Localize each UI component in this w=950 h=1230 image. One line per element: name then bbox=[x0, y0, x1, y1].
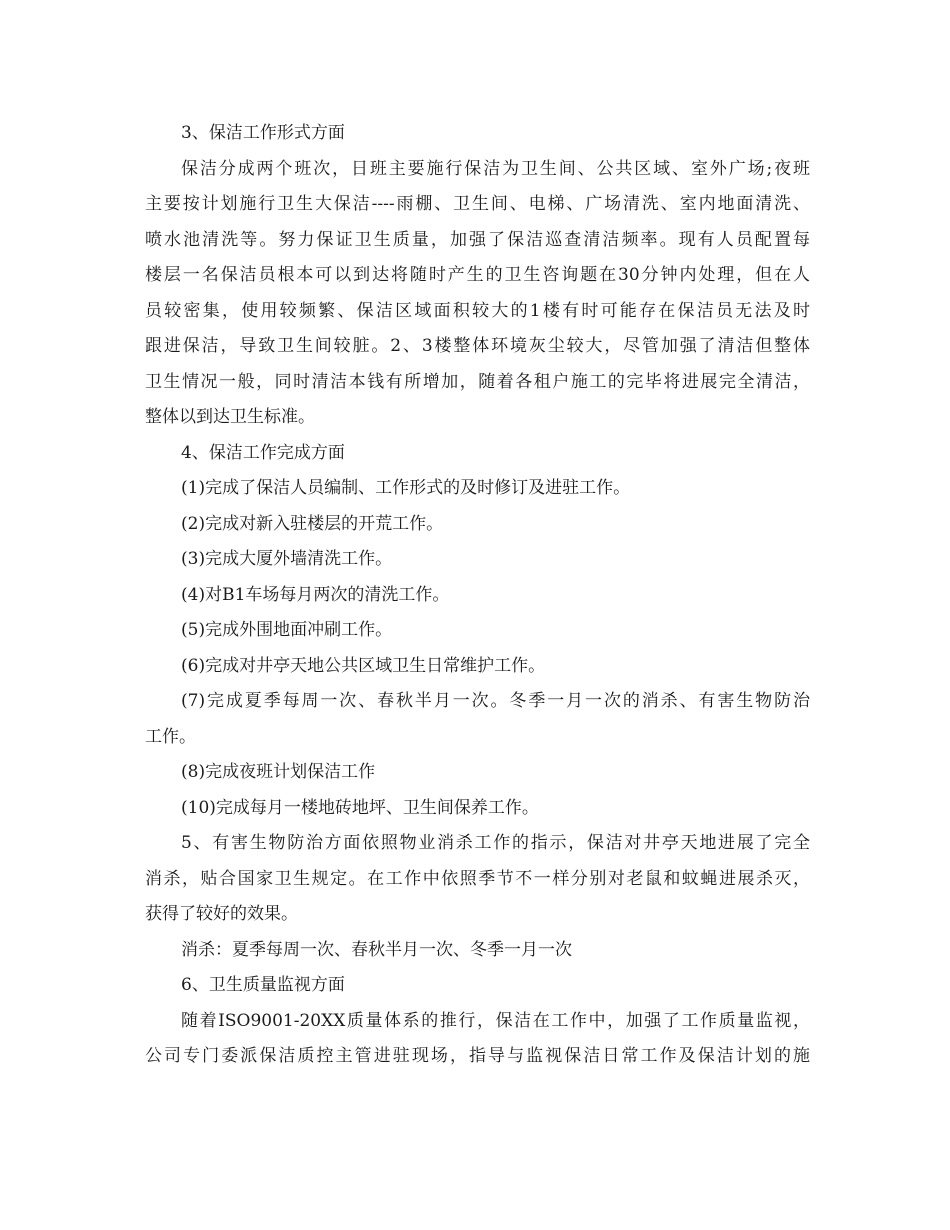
text-line: (6)完成对井亭天地公共区域卫生日常维护工作。 bbox=[181, 655, 546, 676]
text-line: 卫生情况一般，同时清洁本钱有所增加，随着各租户施工的完毕将进展完全清洁， bbox=[145, 371, 810, 392]
text-line: 消杀：夏季每周一次、春秋半月一次、冬季一月一次 bbox=[181, 939, 572, 960]
text-line: 5、有害生物防治方面依照物业消杀工作的指示，保洁对井亭天地进展了完全 bbox=[181, 833, 810, 853]
text-line: 随着ISO9001-20XX质量体系的推行，保洁在工作中，加强了工作质量监视， bbox=[181, 1010, 810, 1031]
text-line: 喷水池清洗等。努力保证卫生质量，加强了保洁巡查清洁频率。现有人员配置每 bbox=[145, 229, 810, 250]
text-line: 4、保洁工作完成方面 bbox=[181, 442, 345, 463]
text-line: 工作。 bbox=[145, 726, 196, 747]
text-line: (10)完成每月一楼地砖地坪、卫生间保养工作。 bbox=[181, 797, 539, 818]
text-line: (8)完成夜班计划保洁工作 bbox=[181, 762, 376, 782]
text-line: 跟进保洁，导致卫生间较脏。2、3楼整体环境灰尘较大，尽管加强了清洁但整体 bbox=[145, 336, 810, 356]
text-line: 6、卫生质量监视方面 bbox=[181, 975, 345, 995]
text-line: 保洁分成两个班次，日班主要施行保洁为卫生间、公共区域、室外广场;夜班 bbox=[181, 158, 810, 179]
text-line: 整体以到达卫生标准。 bbox=[145, 407, 315, 427]
text-line: 3、保洁工作形式方面 bbox=[181, 123, 345, 143]
text-line: 消杀，贴合国家卫生规定。在工作中依照季节不一样分别对老鼠和蚊蝇进展杀灭， bbox=[145, 868, 810, 889]
text-line: 获得了较好的效果。 bbox=[145, 904, 298, 924]
text-line: (1)完成了保洁人员编制、工作形式的及时修订及进驻工作。 bbox=[181, 478, 631, 498]
text-line: (5)完成外围地面冲刷工作。 bbox=[181, 620, 393, 640]
text-line: 楼层一名保洁员根本可以到达将随时产生的卫生咨询题在30分钟内处理，但在人 bbox=[145, 265, 810, 285]
text-line: (4)对B1车场每月两次的清洗工作。 bbox=[181, 584, 450, 605]
text-line: 员较密集，使用较频繁、保洁区域面积较大的1楼有时可能存在保洁员无法及时 bbox=[145, 300, 810, 321]
text-line: 主要按计划施行卫生大保洁----雨棚、卫生间、电梯、广场清洗、室内地面清洗、 bbox=[145, 194, 810, 214]
text-line: (2)完成对新入驻楼层的开荒工作。 bbox=[181, 513, 444, 534]
text-line: 公司专门委派保洁质控主管进驻现场，指导与监视保洁日常工作及保洁计划的施 bbox=[145, 1046, 810, 1066]
document-body bbox=[145, 116, 810, 1075]
text-line: (3)完成大厦外墙清洗工作。 bbox=[181, 549, 393, 569]
text-line: (7)完成夏季每周一次、春秋半月一次。冬季一月一次的消杀、有害生物防治 bbox=[181, 691, 810, 711]
